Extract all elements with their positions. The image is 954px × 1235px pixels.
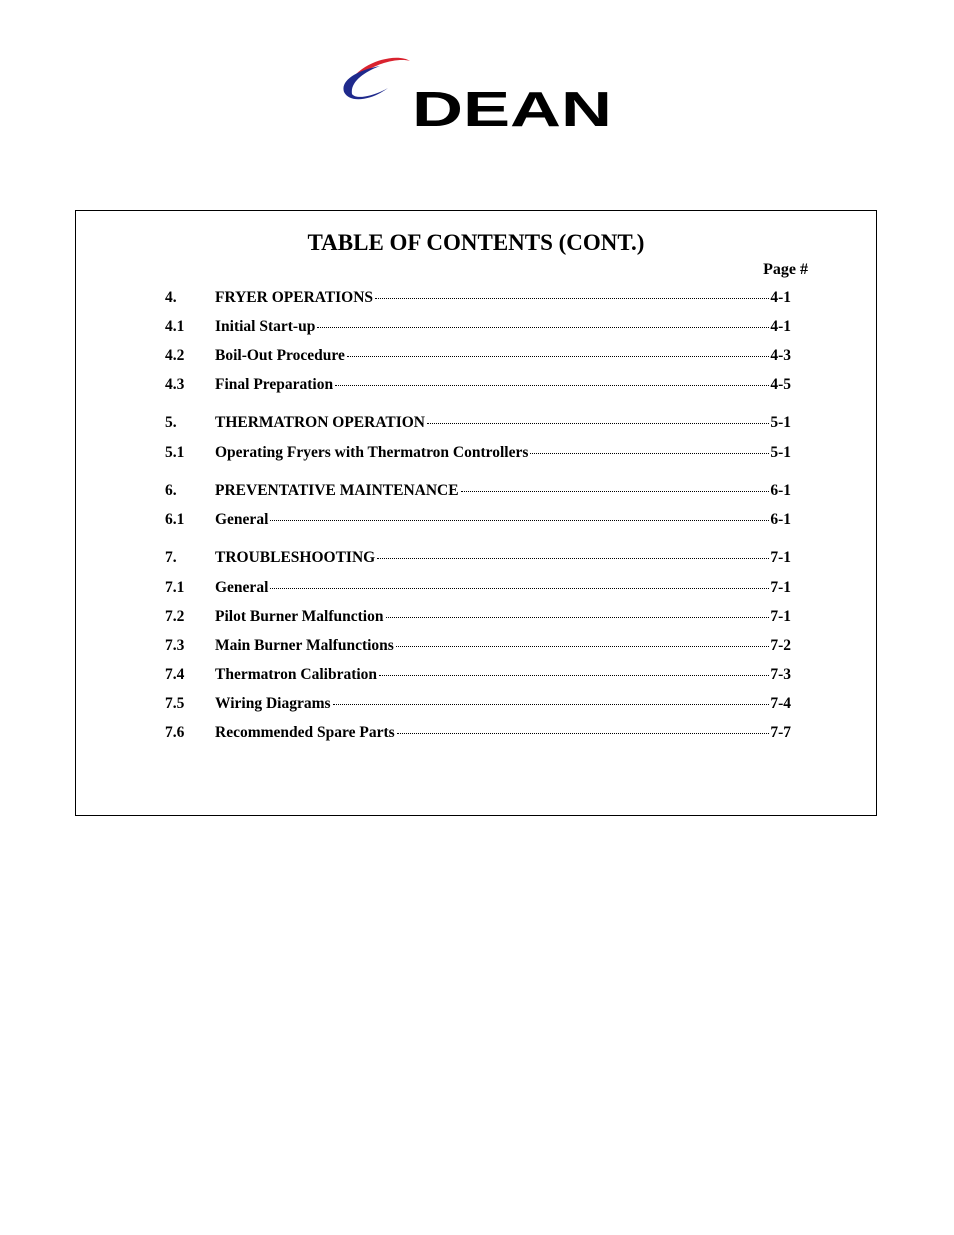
entry-number: 7.4 xyxy=(165,666,185,683)
toc-entry xyxy=(165,376,791,398)
toc-title: TABLE OF CONTENTS (CONT.) xyxy=(307,230,645,255)
entry-number: 7.2 xyxy=(165,608,185,625)
toc-entry xyxy=(165,289,791,311)
toc-entry xyxy=(165,482,791,504)
entry-label: General xyxy=(215,579,269,596)
entry-number: 6.1 xyxy=(165,511,185,528)
toc-entry xyxy=(165,579,791,601)
entry-label: Operating Fryers with Thermatron Controllers xyxy=(215,444,529,461)
dot-leader xyxy=(347,356,769,357)
entry-label: Boil-Out Procedure xyxy=(215,347,345,364)
entry-page: 7-4 xyxy=(770,695,791,712)
dot-leader xyxy=(530,453,769,454)
dot-leader xyxy=(379,675,769,676)
entry-label: Recommended Spare Parts xyxy=(215,724,395,741)
dot-leader xyxy=(396,646,769,647)
table-of-contents-box xyxy=(75,210,877,816)
entry-number: 7.5 xyxy=(165,695,185,712)
entry-page: 5-1 xyxy=(770,414,791,431)
entry-page: 4-1 xyxy=(770,289,791,306)
entry-page: 7-1 xyxy=(770,608,791,625)
toc-entry xyxy=(165,318,791,340)
entry-page: 7-1 xyxy=(770,579,791,596)
entry-number: 7.1 xyxy=(165,579,185,596)
entry-label: Final Preparation xyxy=(215,376,334,393)
entry-number: 7. xyxy=(165,549,177,566)
dot-leader xyxy=(317,327,769,328)
dean-logo-graphic xyxy=(338,52,618,134)
toc-entry xyxy=(165,695,791,717)
entry-label: Thermatron Calibration xyxy=(215,666,378,683)
entry-page: 7-7 xyxy=(770,724,791,741)
entry-page: 7-3 xyxy=(770,666,791,683)
dot-leader xyxy=(335,385,769,386)
toc-entry xyxy=(165,414,791,436)
dot-leader xyxy=(427,423,769,424)
toc-entry xyxy=(165,347,791,369)
entry-page: 6-1 xyxy=(770,482,791,499)
entry-number: 4. xyxy=(165,289,177,306)
dot-leader xyxy=(270,588,769,589)
entry-number: 5.1 xyxy=(165,444,185,461)
entry-number: 4.1 xyxy=(165,318,185,335)
toc-entry xyxy=(165,637,791,659)
dean-logo xyxy=(338,52,618,134)
entry-number: 6. xyxy=(165,482,177,499)
entry-label: FRYER OPERATIONS xyxy=(215,289,374,306)
entry-label: Wiring Diagrams xyxy=(215,695,331,712)
entry-number: 4.3 xyxy=(165,376,185,393)
entry-label: Main Burner Malfunctions xyxy=(215,637,394,654)
toc-entry xyxy=(165,511,791,533)
toc-entry xyxy=(165,549,791,571)
entry-number: 7.6 xyxy=(165,724,185,741)
dot-leader xyxy=(461,491,770,492)
dot-leader xyxy=(270,520,769,521)
entry-page: 4-1 xyxy=(770,318,791,335)
entry-number: 7.3 xyxy=(165,637,185,654)
toc-entry xyxy=(165,666,791,688)
logo-text: DEAN xyxy=(412,83,612,134)
dot-leader xyxy=(375,298,769,299)
entry-number: 5. xyxy=(165,414,177,431)
entry-page: 6-1 xyxy=(770,511,791,528)
toc-entry xyxy=(165,444,791,466)
dot-leader xyxy=(397,733,770,734)
entry-page: 4-5 xyxy=(770,376,791,393)
entry-label: Initial Start-up xyxy=(215,318,316,335)
dot-leader xyxy=(333,704,770,705)
entry-page: 4-3 xyxy=(770,347,791,364)
toc-entry xyxy=(165,724,791,746)
entry-page: 7-1 xyxy=(770,549,791,566)
entry-label: Pilot Burner Malfunction xyxy=(215,608,384,625)
entry-number: 4.2 xyxy=(165,347,185,364)
entry-label: PREVENTATIVE MAINTENANCE xyxy=(215,482,459,499)
entry-label: General xyxy=(215,511,269,528)
page-column-header: Page # xyxy=(763,261,808,278)
entry-label: TROUBLESHOOTING xyxy=(215,549,376,566)
entry-page: 7-2 xyxy=(770,637,791,654)
logo-blue-swoosh xyxy=(343,66,388,99)
entry-page: 5-1 xyxy=(770,444,791,461)
dot-leader xyxy=(377,558,769,559)
entry-label: THERMATRON OPERATION xyxy=(215,414,425,431)
toc-entry xyxy=(165,608,791,630)
dot-leader xyxy=(386,617,770,618)
